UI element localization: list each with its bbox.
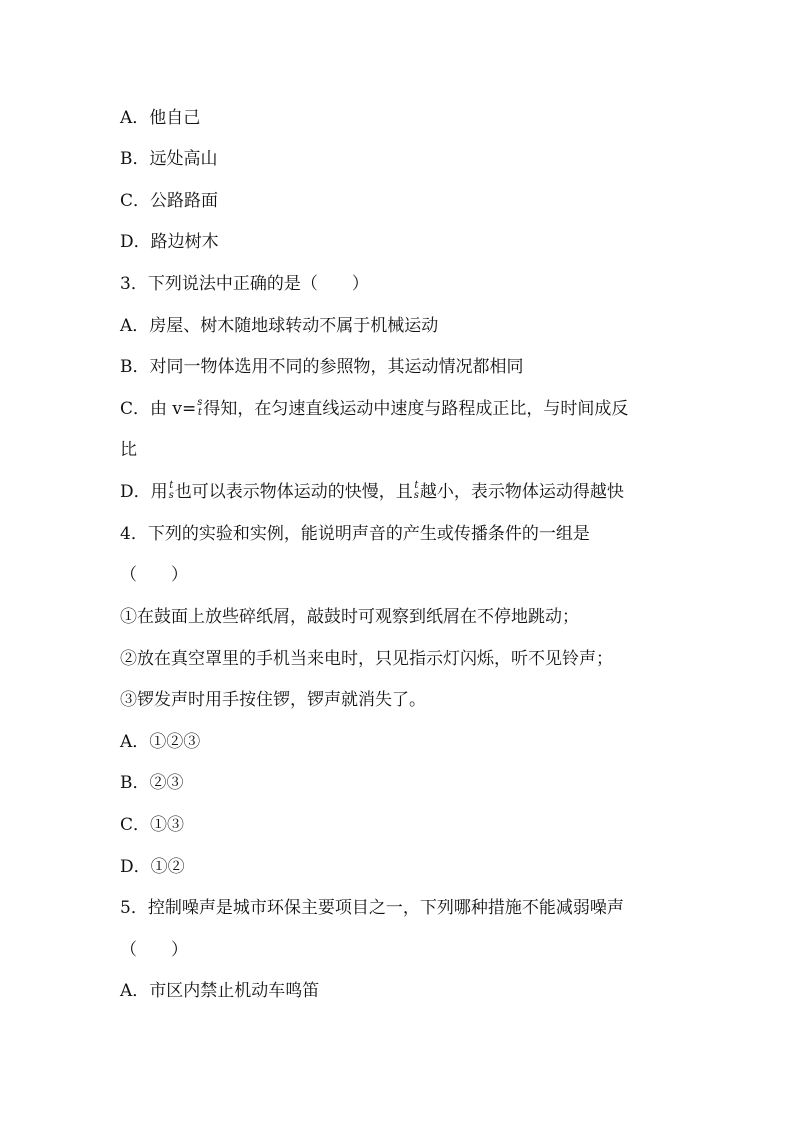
fraction-t-over-s: [169, 481, 174, 501]
option-d-prefix: D．用: [120, 482, 168, 502]
option-a-line: A．他自己: [120, 108, 201, 128]
option-d-line: D．路边树木: [120, 232, 219, 252]
fraction-t-over-s-2: [414, 481, 419, 501]
question-5-paren: （ ）: [120, 940, 188, 960]
fraction-denominator: s: [413, 489, 419, 501]
question-4-option-c: C．①③: [120, 815, 185, 835]
question-5-stem: 5．控制噪声是城市环保主要项目之一，下列哪种措施不能减弱噪声: [120, 898, 624, 918]
question-4-option-d: D．①②: [120, 857, 185, 877]
fraction-denominator: s: [168, 489, 174, 501]
fraction-denominator: t: [197, 406, 202, 418]
question-4-item-3: ③锣发声时用手按住锣，锣声就消失了。: [120, 690, 426, 710]
question-3-option-b: B．对同一物体选用不同的参照物，其运动情况都相同: [120, 357, 524, 377]
option-c-suffix: 得知，在匀速直线运动中速度与路程成正比，与时间成反: [203, 399, 629, 419]
question-4-paren: （ ）: [120, 565, 188, 585]
fraction-numerator: s: [197, 396, 203, 408]
question-4-stem: 4．下列的实验和实例，能说明声音的产生或传播条件的一组是: [120, 524, 590, 544]
question-3-option-d: [120, 481, 624, 503]
question-4-option-a: A．①②③: [120, 732, 201, 752]
question-3-option-a: A．房屋、树木随地球转动不属于机械运动: [120, 316, 439, 336]
fraction-numerator: t: [414, 479, 419, 491]
fraction-numerator: t: [169, 479, 174, 491]
question-4-item-1: ①在鼓面上放些碎纸屑，敲鼓时可观察到纸屑在不停地跳动；: [120, 607, 579, 627]
option-d-middle: 也可以表示物体运动的快慢，且: [174, 482, 413, 502]
question-5-option-a: A．市区内禁止机动车鸣笛: [120, 981, 320, 1001]
question-4-item-2: ②放在真空罩里的手机当来电时，只见指示灯闪烁，听不见铃声；: [120, 649, 613, 669]
question-3-option-c-wrap: 比: [120, 440, 137, 460]
question-4-option-b: B．②③: [120, 773, 184, 793]
fraction-s-over-t: [197, 398, 202, 418]
option-b-line: B．远处高山: [120, 149, 218, 169]
question-3-option-c: [120, 398, 628, 420]
option-d-suffix: 越小，表示物体运动得越快: [419, 482, 624, 502]
question-3-stem: 3．下列说法中正确的是（ ）: [120, 274, 369, 294]
option-c-prefix: C．由 v=: [120, 399, 197, 419]
option-c-line: C．公路路面: [120, 191, 219, 211]
